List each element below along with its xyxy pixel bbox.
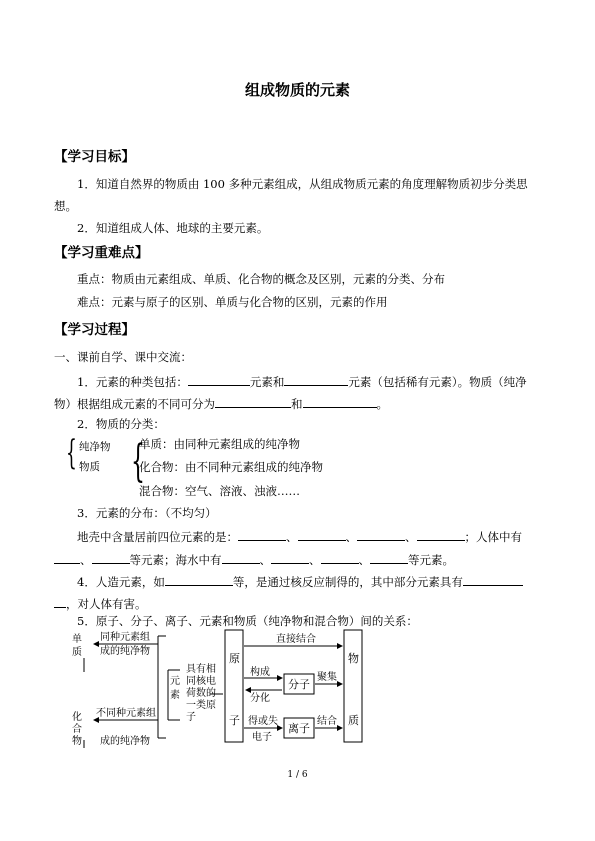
blank[interactable] bbox=[303, 395, 377, 408]
key-focus: 重点：物质由元素组成、单质、化合物的概念及区别，元素的分类、分布 bbox=[77, 272, 445, 286]
fenzi: 分子 bbox=[288, 678, 310, 691]
yuanzi-2: 子 bbox=[229, 714, 240, 727]
wuzhi-2: 质 bbox=[348, 714, 359, 727]
danzhi-2: 质 bbox=[72, 647, 82, 658]
key-difficulty: 难点：元素与原子的区别、单质与化合物的区别，元素的作用 bbox=[77, 295, 388, 309]
matter-label: 物质 bbox=[79, 461, 100, 473]
blank[interactable] bbox=[92, 551, 130, 564]
blank[interactable] bbox=[284, 373, 348, 386]
blank[interactable] bbox=[215, 395, 291, 408]
same-element-2: 成的纯净物 bbox=[100, 646, 150, 657]
compound: 化合物：由不同种元素组成的纯净物 bbox=[139, 460, 323, 474]
danzhi-1: 单 bbox=[72, 634, 82, 645]
blank[interactable] bbox=[357, 528, 405, 541]
diff-element-2: 成的纯净物 bbox=[100, 736, 150, 747]
question-4-cont: ，对人体有害。 bbox=[54, 595, 147, 611]
blank[interactable] bbox=[417, 528, 465, 541]
blank[interactable] bbox=[188, 373, 250, 386]
blank[interactable] bbox=[222, 551, 260, 564]
blank[interactable] bbox=[463, 573, 523, 586]
blank[interactable] bbox=[54, 595, 66, 608]
blank[interactable] bbox=[271, 551, 309, 564]
question-1-cont: 物）根据组成元素的不同可分为 和 。 bbox=[54, 397, 388, 411]
left-brace: { bbox=[66, 433, 77, 473]
nucleus-4: 一类原 bbox=[186, 700, 216, 711]
blank[interactable] bbox=[298, 528, 346, 541]
mixture: 混合物：空气、溶液、浊液…… bbox=[139, 484, 300, 498]
goal-2: 2．知道组成人体、地球的主要元素。 bbox=[77, 221, 269, 235]
fenhua: 分化 bbox=[250, 693, 270, 704]
relation-diagram bbox=[70, 628, 370, 752]
nucleus-1: 具有相 bbox=[186, 664, 216, 675]
goucheng: 构成 bbox=[250, 667, 270, 678]
question-2: 2．物质的分类： bbox=[77, 417, 165, 431]
goal-1-cont: 想。 bbox=[54, 199, 77, 213]
right-brace: { bbox=[131, 436, 145, 487]
section-key-points: 【学习重难点】 bbox=[54, 245, 149, 261]
question-3-line1: 地壳中含量居前四位元素的是： 、 、 、 ；人体中有 bbox=[77, 530, 522, 544]
wuzhi-1: 物 bbox=[348, 652, 359, 665]
question-3-line2: 、 等元素；海水中有 、 、 、 等元素。 bbox=[54, 551, 454, 567]
pure-label: 纯净物 bbox=[79, 441, 111, 453]
yuansu-1: 元 bbox=[170, 676, 180, 687]
page-number: 1 / 6 bbox=[287, 770, 308, 780]
question-5: 5．原子、分子、离子、元素和物质（纯净物和混合物）间的关系： bbox=[77, 614, 418, 628]
diff-element-1: 不同种元素组 bbox=[96, 708, 156, 719]
same-element-1: 同种元素组 bbox=[100, 632, 150, 643]
blank[interactable] bbox=[370, 551, 408, 564]
part-1: 一、课前自学、课中交流： bbox=[54, 350, 192, 364]
simple-substance: 单质：由同种元素组成的纯净物 bbox=[139, 437, 300, 451]
nucleus-5: 子 bbox=[186, 712, 196, 723]
blank[interactable] bbox=[321, 551, 359, 564]
yuansu-2: 素 bbox=[170, 690, 180, 701]
huahewu-3: 物 bbox=[72, 736, 82, 747]
section-goals: 【学习目标】 bbox=[54, 149, 135, 165]
section-process: 【学习过程】 bbox=[54, 322, 135, 338]
blank[interactable] bbox=[238, 528, 286, 541]
goal-1: 1．知道自然界的物质由 100 多种元素组成，从组成物质元素的角度理解物质初步分类思 bbox=[77, 177, 528, 191]
nucleus-3: 荷数的 bbox=[186, 688, 216, 699]
dedian-2: 电子 bbox=[252, 732, 272, 743]
yuanzi-1: 原 bbox=[229, 652, 240, 665]
blank[interactable] bbox=[165, 573, 233, 586]
page-title: 组成物质的元素 bbox=[244, 81, 350, 99]
nucleus-2: 同核电 bbox=[186, 676, 216, 687]
blank[interactable] bbox=[54, 551, 80, 564]
jiehe: 结合 bbox=[317, 716, 337, 727]
question-4: 4．人造元素，如 等，是通过核反应制得的，其中部分元素具有 bbox=[77, 573, 523, 589]
huahewu-1: 化 bbox=[72, 712, 82, 723]
direct-combine: 直接结合 bbox=[276, 634, 316, 645]
dedian-1: 得或失 bbox=[248, 716, 278, 727]
huahewu-2: 合 bbox=[72, 724, 82, 735]
lizi: 离子 bbox=[288, 722, 310, 735]
question-3: 3．元素的分布：（不均匀） bbox=[77, 506, 217, 520]
question-1: 1．元素的种类包括： 元素和 元素（包括稀有元素）。物质（纯净 bbox=[77, 375, 527, 389]
juji: 聚集 bbox=[317, 672, 337, 683]
